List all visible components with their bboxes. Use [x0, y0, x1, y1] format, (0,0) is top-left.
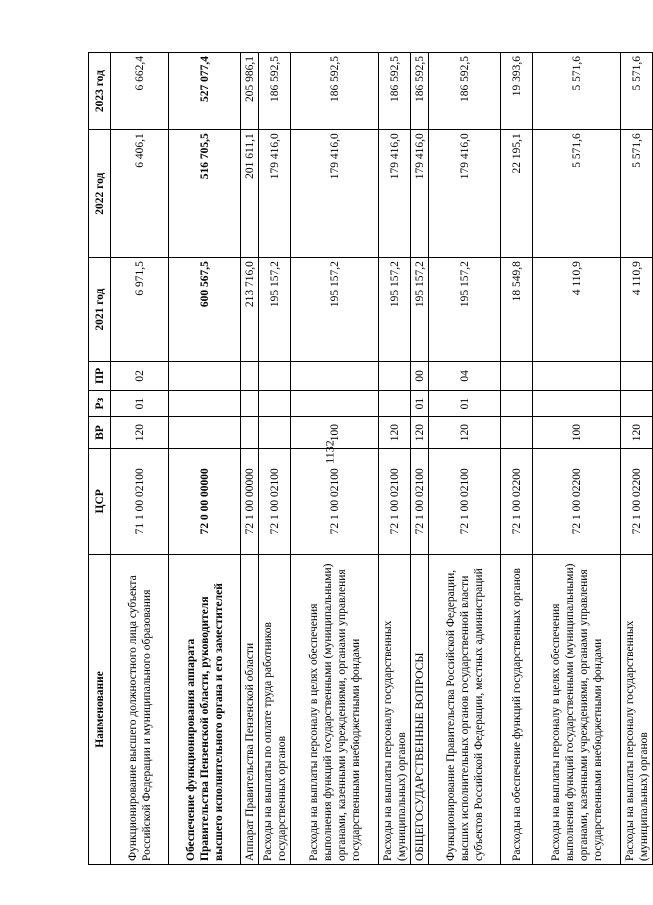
cell-name: Расходы на выплаты по оплате труда работников государственных органов [259, 554, 291, 864]
cell-vr [259, 417, 291, 448]
cell-2023: 205 986,1 [241, 53, 259, 130]
cell-vr [169, 417, 241, 448]
cell-rz: 01 [411, 390, 429, 417]
cell-csr: 72 1 00 02100 [429, 448, 501, 554]
cell-csr: 72 1 00 02100 [379, 448, 411, 554]
cell-vr: 120 [111, 417, 169, 448]
header-2021: 2021 год [89, 258, 111, 362]
cell-name: Расходы на обеспечение функций государственных органов [501, 554, 533, 864]
table-row [259, 53, 291, 865]
cell-2022: 179 416,0 [291, 130, 379, 258]
header-vr: ВР [89, 417, 111, 448]
cell-rz: 01 [111, 390, 169, 417]
table-row [291, 53, 379, 865]
cell-csr: 72 1 00 02100 [259, 448, 291, 554]
cell-vr [501, 417, 533, 448]
cell-rz [621, 390, 653, 417]
cell-pr [241, 361, 259, 390]
cell-name: Функционирование Правительства Российской Федерации, высших исполнительных органов государственной власти субъектов Российской Федерации, местных администраций [429, 554, 501, 864]
cell-name: Обеспечение функционирования аппарата Правительства Пензенской области, руководителя высшего исполнительного органа и его заместителей [169, 554, 241, 864]
header-pr: ПР [89, 361, 111, 390]
table-row [241, 53, 259, 865]
cell-2023: 186 592,5 [259, 53, 291, 130]
cell-2021: 195 157,2 [429, 258, 501, 362]
cell-vr: 120 [429, 417, 501, 448]
cell-name: Расходы на выплаты персоналу государственных (муниципальных) органов [621, 554, 653, 864]
cell-csr: 72 1 00 02200 [501, 448, 533, 554]
cell-2023: 19 393,6 [501, 53, 533, 130]
cell-csr: 71 1 00 02100 [111, 448, 169, 554]
cell-rz [533, 390, 621, 417]
cell-csr: 72 1 00 02200 [621, 448, 653, 554]
cell-2022: 6 406,1 [111, 130, 169, 258]
cell-2021: 213 716,0 [241, 258, 259, 362]
cell-pr [379, 361, 411, 390]
cell-2021: 4 110,9 [533, 258, 621, 362]
budget-table [88, 52, 653, 865]
cell-rz [379, 390, 411, 417]
cell-2021: 6 971,5 [111, 258, 169, 362]
cell-2021: 195 157,2 [379, 258, 411, 362]
cell-name: Функционирование высшего должностного лица субъекта Российской Федерации и муниципального образования [111, 554, 169, 864]
cell-2021: 195 157,2 [291, 258, 379, 362]
cell-name: ОБЩЕГОСУДАРСТВЕННЫЕ ВОПРОСЫ [411, 554, 429, 864]
cell-2022: 179 416,0 [429, 130, 501, 258]
budget-table-container [88, 52, 650, 865]
cell-2022: 179 416,0 [259, 130, 291, 258]
cell-2023: 186 592,5 [379, 53, 411, 130]
cell-name: Расходы на выплаты персоналу в целях обеспечения выполнения функций государственными (муниципальными) органами, казенными учреждениями, органами управления государственными внебюджетными фондами [291, 554, 379, 864]
cell-csr: 72 1 00 02100 [411, 448, 429, 554]
cell-pr [259, 361, 291, 390]
cell-vr: 100 [533, 417, 621, 448]
page-number: 1132 [322, 440, 337, 464]
cell-2022: 201 611,1 [241, 130, 259, 258]
cell-vr: 100 [291, 417, 379, 448]
cell-pr [533, 361, 621, 390]
cell-name: Аппарат Правительства Пензенской области [241, 554, 259, 864]
cell-csr: 72 1 00 02200 [533, 448, 621, 554]
cell-csr: 72 1 00 00000 [241, 448, 259, 554]
cell-rz [291, 390, 379, 417]
cell-rz [501, 390, 533, 417]
cell-2022: 179 416,0 [411, 130, 429, 258]
cell-2021: 18 549,8 [501, 258, 533, 362]
cell-name: Расходы на выплаты персоналу государственных (муниципальных) органов [379, 554, 411, 864]
cell-rz [259, 390, 291, 417]
cell-2023: 186 592,5 [429, 53, 501, 130]
cell-pr: 00 [411, 361, 429, 390]
cell-pr [291, 361, 379, 390]
table-row [501, 53, 533, 865]
cell-pr: 02 [111, 361, 169, 390]
cell-2023: 186 592,5 [291, 53, 379, 130]
table-header-row [89, 53, 111, 865]
cell-2021: 195 157,2 [259, 258, 291, 362]
cell-2022: 516 705,5 [169, 130, 241, 258]
header-2022: 2022 год [89, 130, 111, 258]
cell-2023: 186 592,5 [411, 53, 429, 130]
table-row [111, 53, 169, 865]
cell-2023: 5 571,6 [533, 53, 621, 130]
cell-2022: 179 416,0 [379, 130, 411, 258]
table-row [169, 53, 241, 865]
table-row [621, 53, 653, 865]
cell-2021: 4 110,9 [621, 258, 653, 362]
cell-pr [621, 361, 653, 390]
table-row [533, 53, 621, 865]
table-row [429, 53, 501, 865]
cell-vr: 120 [621, 417, 653, 448]
cell-vr [241, 417, 259, 448]
table-row [379, 53, 411, 865]
cell-pr: 04 [429, 361, 501, 390]
header-name: Наименование [89, 554, 111, 864]
cell-rz: 01 [429, 390, 501, 417]
cell-2022: 5 571,6 [533, 130, 621, 258]
cell-rz [169, 390, 241, 417]
cell-2022: 5 571,6 [621, 130, 653, 258]
cell-csr: 72 1 00 02100 [291, 448, 379, 554]
header-2023: 2023 год [89, 53, 111, 130]
cell-vr: 120 [379, 417, 411, 448]
cell-pr [501, 361, 533, 390]
cell-vr: 120 [411, 417, 429, 448]
header-rz: Рз [89, 390, 111, 417]
cell-csr: 72 0 00 00000 [169, 448, 241, 554]
table-row [411, 53, 429, 865]
cell-2022: 22 195,1 [501, 130, 533, 258]
cell-rz [241, 390, 259, 417]
cell-2021: 195 157,2 [411, 258, 429, 362]
cell-2021: 600 567,5 [169, 258, 241, 362]
cell-2023: 5 571,6 [621, 53, 653, 130]
header-csr: ЦСР [89, 448, 111, 554]
cell-name: Расходы на выплаты персоналу в целях обеспечения выполнения функций государственными (муниципальными) органами, казенными учреждениями, органами управления государственными внебюджетными фондами [533, 554, 621, 864]
cell-2023: 6 662,4 [111, 53, 169, 130]
cell-pr [169, 361, 241, 390]
cell-2023: 527 077,4 [169, 53, 241, 130]
